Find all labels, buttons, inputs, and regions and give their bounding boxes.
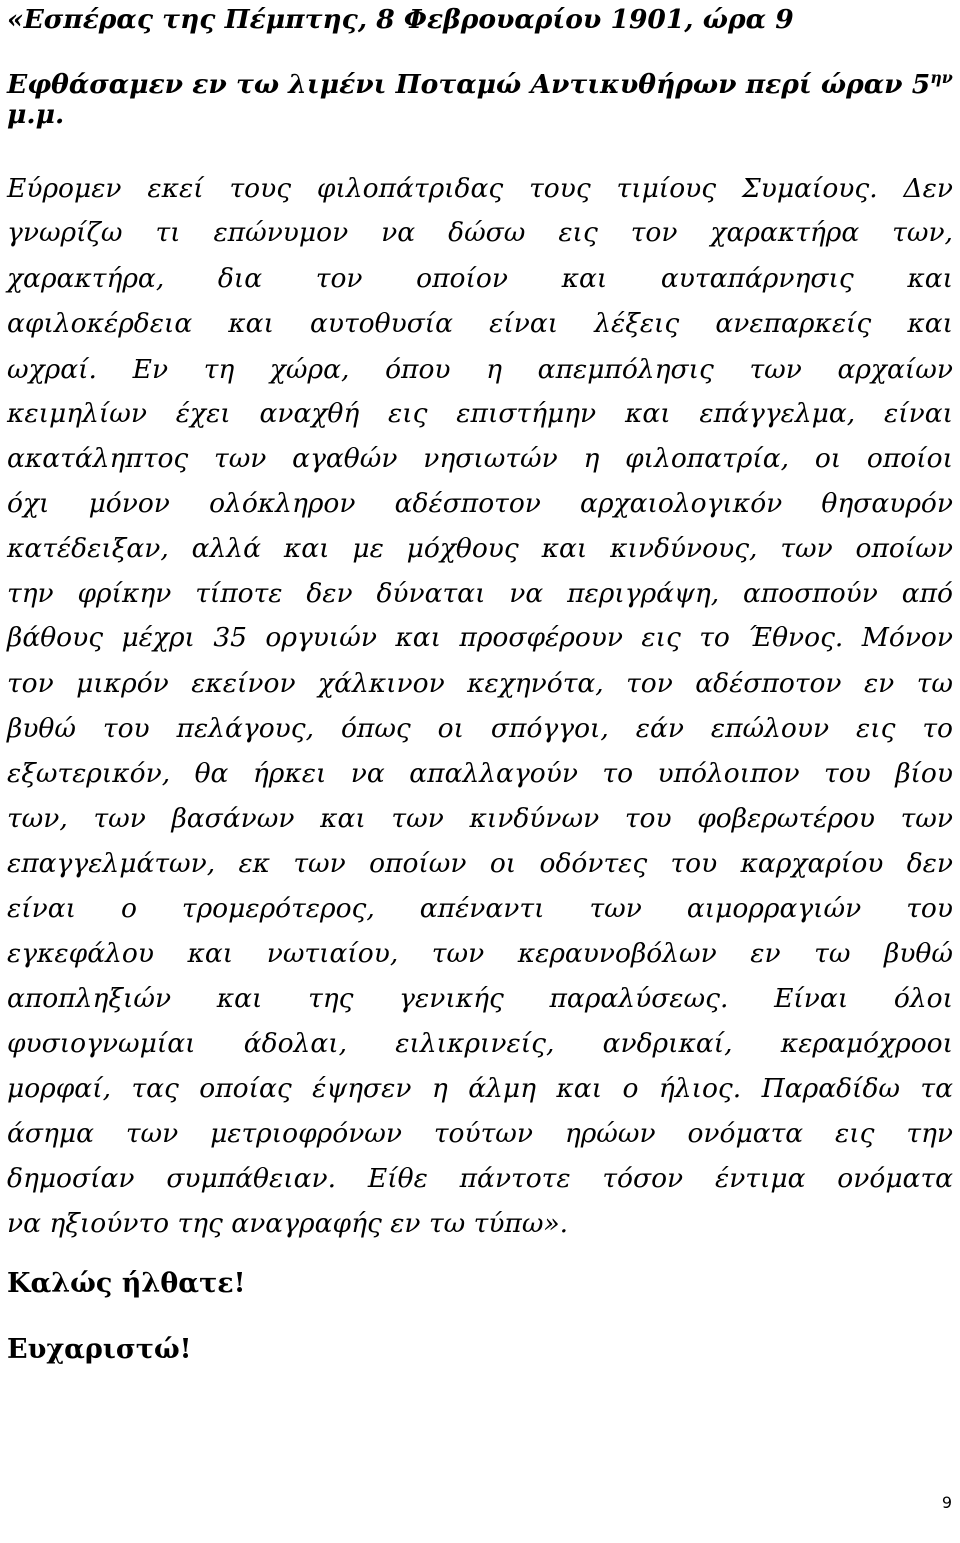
paragraph-line: εξωτερικόν, θα ήρκει να απαλλαγούν το υπόλοιπον του βίου: [7, 758, 953, 789]
paragraph-line: την φρίκην τίποτε δεν δύναται να περιγράψη, αποσπούν από: [7, 578, 953, 609]
paragraph-line: των, των βασάνων και των κινδύνων του φοβερωτέρου των: [7, 803, 953, 834]
paragraph-line: είναι ο τρομερότερος, απέναντι των αιμορραγιών του: [7, 893, 953, 924]
paragraph-line: ακατάληπτος των αγαθών νησιωτών η φιλοπατρία, οι οποίοι: [7, 443, 953, 474]
quote-header-line: «Εσπέρας της Πέμπτης, 8 Φεβρουαρίου 1901, ώρα 9: [7, 4, 794, 35]
paragraph-line: εγκεφάλου και νωτιαίου, των κεραυνοβόλων εν τω βυθώ: [7, 938, 953, 969]
welcome-text: Καλώς ήλθατε!: [7, 1268, 246, 1299]
paragraph-line: χαρακτήρα, δια τον οποίον και αυταπάρνησις και: [7, 263, 953, 294]
paragraph-line: μορφαί, τας οποίας έψησεν η άλμη και ο ήλιος. Παραδίδω τα: [7, 1073, 953, 1104]
paragraph-line: αφιλοκέρδεια και αυτοθυσία είναι λέξεις ανεπαρκείς και: [7, 308, 953, 339]
paragraph-line: βάθους μέχρι 35 οργυιών και προσφέρουν εις το Έθνος. Μόνον: [7, 622, 953, 653]
arrival-text: Εφθάσαμεν εν τω λιμένι Ποταμώ Αντικυθήρων περί ώραν 5: [7, 69, 931, 100]
paragraph-line: άσημα των μετριοφρόνων τούτων ηρώων ονόματα εις την: [7, 1118, 953, 1149]
paragraph-line: Εύρομεν εκεί τους φιλοπάτριδας τους τιμίους Συμαίους. Δεν: [7, 173, 953, 204]
paragraph-line: κειμηλίων έχει αναχθή εις επιστήμην και επάγγελμα, είναι: [7, 398, 953, 429]
paragraph-line-last: να ηξιούντο της αναγραφής εν τω τύπω».: [7, 1208, 569, 1239]
paragraph-line: βυθώ του πελάγους, όπως οι σπόγγοι, εάν επώλουν εις το: [7, 713, 953, 744]
paragraph-line: επαγγελμάτων, εκ των οποίων οι οδόντες του καρχαρίου δεν: [7, 848, 953, 879]
page-number: 9: [941, 1493, 952, 1512]
paragraph-line: γνωρίζω τι επώνυμον να δώσω εις τον χαρακτήρα των,: [7, 217, 953, 248]
thanks-text: Ευχαριστώ!: [7, 1334, 192, 1365]
arrival-line-continued: μ.μ.: [7, 99, 65, 130]
paragraph-line: ωχραί. Εν τη χώρα, όπου η απεμπόλησις των αρχαίων: [7, 354, 953, 385]
arrival-superscript: ην: [930, 68, 953, 88]
paragraph-line: αποπληξιών και της γενικής παραλύσεως. Είναι όλοι: [7, 983, 953, 1014]
paragraph-line: τον μικρόν εκείνον χάλκινον κεχηνότα, τον αδέσποτον εν τω: [7, 668, 953, 699]
paragraph-line: όχι μόνον ολόκληρον αδέσποτον αρχαιολογικόν θησαυρόν: [7, 488, 953, 519]
paragraph-line: κατέδειξαν, αλλά και με μόχθους και κινδύνους, των οποίων: [7, 533, 953, 564]
paragraph-line: δημοσίαν συμπάθειαν. Είθε πάντοτε τόσον έντιμα ονόματα: [7, 1163, 953, 1194]
paragraph-line: φυσιογνωμίαι άδολαι, ειλικρινείς, ανδρικαί, κεραμόχροοι: [7, 1028, 953, 1059]
